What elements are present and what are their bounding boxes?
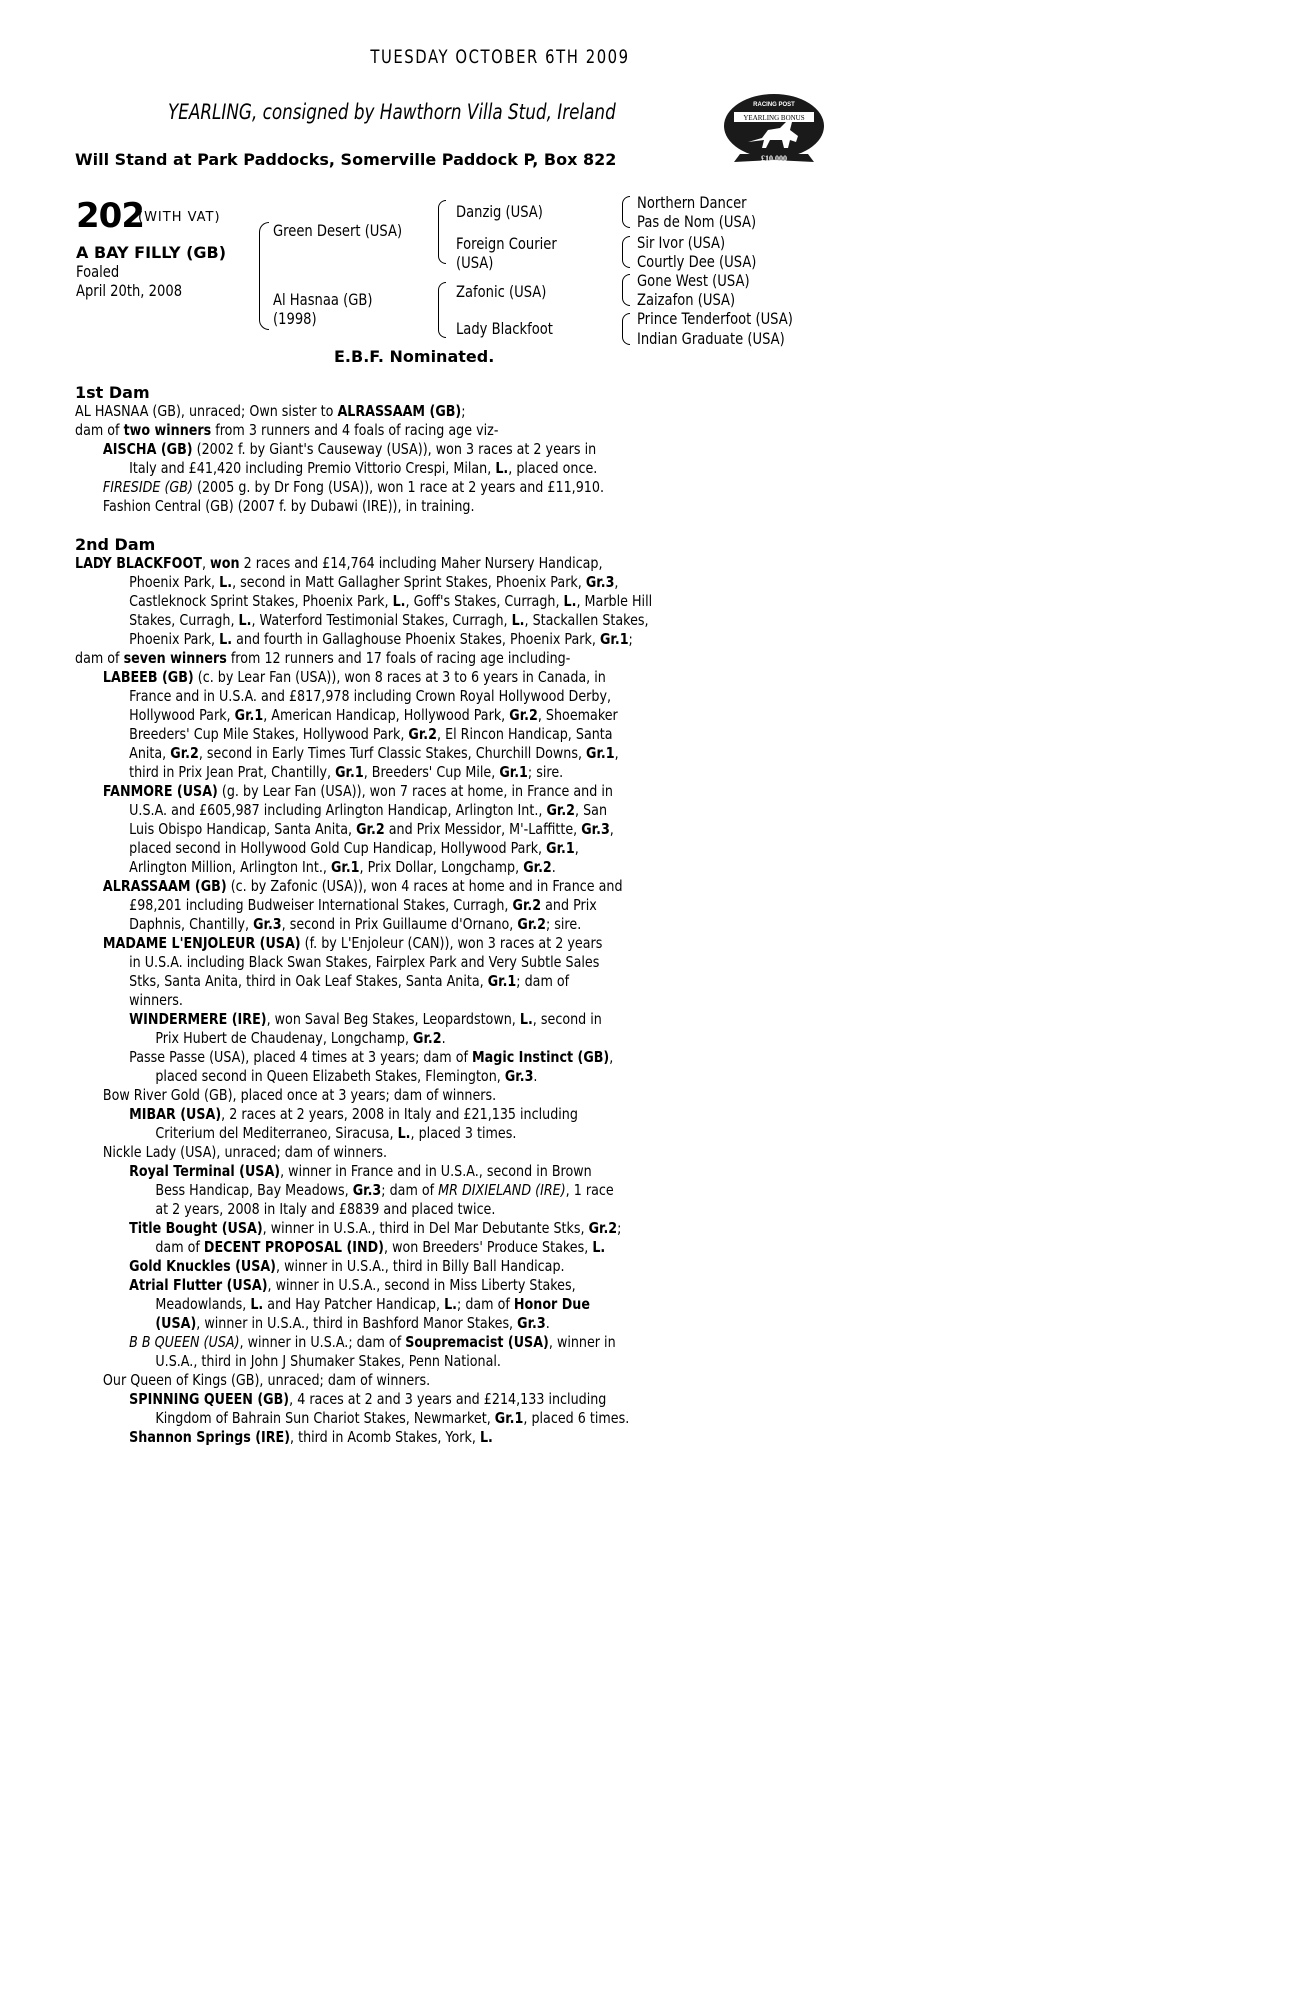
progeny-entry: Title Bought (USA), winner in U.S.A., third in Del Mar Debutante Stks, Gr.2; bbox=[129, 1219, 622, 1237]
pedigree-sire-sire: Danzig (USA) bbox=[456, 202, 543, 221]
badge-top-text: RACING POST bbox=[753, 102, 795, 108]
pedigree-brace-sd bbox=[622, 236, 630, 268]
progeny-entry: B B QUEEN (USA), winner in U.S.A.; dam of Soupremacist (USA), winner in bbox=[129, 1333, 616, 1351]
pedigree-dds: Prince Tenderfoot (USA) bbox=[637, 309, 793, 328]
ebf-nominated: E.B.F. Nominated. bbox=[334, 347, 495, 366]
pedigree-ddd: Indian Graduate (USA) bbox=[637, 329, 785, 348]
second-dam-line: Castleknock Sprint Stakes, Phoenix Park, L., Goff's Stakes, Curragh, L., Marble Hill bbox=[129, 592, 653, 610]
pedigree-brace-sire bbox=[438, 200, 446, 264]
progeny-entry: France and in U.S.A. and £817,978 including Crown Royal Hollywood Derby, bbox=[129, 687, 612, 705]
yearling-bonus-badge bbox=[718, 90, 830, 168]
progeny-entry: placed second in Queen Elizabeth Stakes, Flemington, Gr.3. bbox=[155, 1067, 538, 1085]
progeny-entry: U.S.A., third in John J Shumaker Stakes, Penn National. bbox=[155, 1352, 501, 1370]
progeny-entry: Hollywood Park, Gr.1, American Handicap, Hollywood Park, Gr.2, Shoemaker bbox=[129, 706, 618, 724]
pedigree-sds: Sir Ivor (USA) bbox=[637, 233, 726, 252]
pedigree-dam-sire: Zafonic (USA) bbox=[456, 282, 547, 301]
first-dam-line: AL HASNAA (GB), unraced; Own sister to ALRASSAAM (GB); bbox=[75, 402, 466, 420]
progeny-entry: winners. bbox=[129, 991, 183, 1009]
first-dam-heading: 1st Dam bbox=[75, 383, 150, 402]
progeny-entry: Kingdom of Bahrain Sun Chariot Stakes, Newmarket, Gr.1, placed 6 times. bbox=[155, 1409, 630, 1427]
progeny-entry: Breeders' Cup Mile Stakes, Hollywood Park, Gr.2, El Rincon Handicap, Santa bbox=[129, 725, 613, 743]
second-dam-line: LADY BLACKFOOT, won 2 races and £14,764 including Maher Nursery Handicap, bbox=[75, 554, 603, 572]
pedigree-dss: Gone West (USA) bbox=[637, 271, 750, 290]
consignment-line: YEARLING, consigned by Hawthorn Villa Stud, Ireland bbox=[168, 100, 616, 124]
progeny-entry: Our Queen of Kings (GB), unraced; dam of winners. bbox=[102, 1371, 431, 1389]
first-dam-line: dam of two winners from 3 runners and 4 foals of racing age viz- bbox=[75, 421, 499, 439]
foaled-date: April 20th, 2008 bbox=[76, 281, 183, 300]
progeny-entry: £98,201 including Budweiser International Stakes, Curragh, Gr.2 and Prix bbox=[129, 896, 597, 914]
progeny-entry: Prix Hubert de Chaudenay, Longchamp, Gr.2. bbox=[155, 1029, 446, 1047]
pedigree-dam-year: (1998) bbox=[273, 309, 317, 328]
progeny-entry: Bow River Gold (GB), placed once at 3 years; dam of winners. bbox=[102, 1086, 497, 1104]
horse-name: A BAY FILLY (GB) bbox=[76, 243, 227, 262]
progeny-entry: in U.S.A. including Black Swan Stakes, Fairplex Park and Very Subtle Sales bbox=[129, 953, 600, 971]
progeny-entry: Atrial Flutter (USA), winner in U.S.A., second in Miss Liberty Stakes, bbox=[129, 1276, 576, 1294]
second-dam-line: Phoenix Park, L., second in Matt Gallagher Sprint Stakes, Phoenix Park, Gr.3, bbox=[129, 573, 619, 591]
lot-number: 202 bbox=[76, 196, 144, 236]
pedigree-sire: Green Desert (USA) bbox=[273, 221, 403, 240]
progeny-entry: Arlington Million, Arlington Int., Gr.1, Prix Dollar, Longchamp, Gr.2. bbox=[129, 858, 556, 876]
pedigree-dam: Al Hasnaa (GB) bbox=[273, 290, 373, 309]
pedigree-brace-dd bbox=[622, 313, 630, 345]
progeny-entry: Criterium del Mediterraneo, Siracusa, L., placed 3 times. bbox=[155, 1124, 517, 1142]
progeny-entry: Gold Knuckles (USA), winner in U.S.A., third in Billy Ball Handicap. bbox=[129, 1257, 565, 1275]
pedigree-ssd: Pas de Nom (USA) bbox=[637, 212, 757, 231]
progeny-entry: at 2 years, 2008 in Italy and £8839 and placed twice. bbox=[155, 1200, 496, 1218]
second-dam-heading: 2nd Dam bbox=[75, 535, 156, 554]
progeny-entry: FANMORE (USA) (g. by Lear Fan (USA)), won 7 races at home, in France and in bbox=[102, 782, 613, 800]
progeny-entry: Meadowlands, L. and Hay Patcher Handicap, L.; dam of Honor Due bbox=[155, 1295, 590, 1313]
progeny-entry: AISCHA (GB) (2002 f. by Giant's Causeway (USA)), won 3 races at 2 years in bbox=[102, 440, 597, 458]
progeny-entry: SPINNING QUEEN (GB), 4 races at 2 and 3 years and £214,133 including bbox=[129, 1390, 607, 1408]
second-dam-line: Stakes, Curragh, L., Waterford Testimonial Stakes, Curragh, L., Stackallen Stakes, bbox=[129, 611, 649, 629]
foaled-label: Foaled bbox=[76, 262, 120, 281]
pedigree-dsd: Zaizafon (USA) bbox=[637, 290, 736, 309]
pedigree-sss: Northern Dancer bbox=[637, 193, 747, 212]
badge-amount-text: £10,000 bbox=[761, 154, 787, 163]
pedigree-brace-ss bbox=[622, 196, 630, 228]
progeny-entry: ALRASSAAM (GB) (c. by Zafonic (USA)), won 4 races at home and in France and bbox=[102, 877, 623, 895]
progeny-entry: Fashion Central (GB) (2007 f. by Dubawi (IRE)), in training. bbox=[102, 497, 475, 515]
progeny-entry: WINDERMERE (IRE), won Saval Beg Stakes, Leopardstown, L., second in bbox=[129, 1010, 602, 1028]
horse-icon bbox=[718, 90, 830, 168]
progeny-entry: Daphnis, Chantilly, Gr.3, second in Prix Guillaume d'Ornano, Gr.2; sire. bbox=[129, 915, 582, 933]
progeny-entry: Italy and £41,420 including Premio Vittorio Crespi, Milan, L., placed once. bbox=[129, 459, 598, 477]
pedigree-brace-dam bbox=[438, 282, 446, 338]
produce-record bbox=[75, 383, 755, 1447]
progeny-entry: Bess Handicap, Bay Meadows, Gr.3; dam of MR DIXIELAND (IRE), 1 race bbox=[155, 1181, 614, 1199]
progeny-entry: Passe Passe (USA), placed 4 times at 3 years; dam of Magic Instinct (GB), bbox=[129, 1048, 614, 1066]
second-dam-line: dam of seven winners from 12 runners and 17 foals of racing age including- bbox=[75, 649, 571, 667]
progeny-entry: Anita, Gr.2, second in Early Times Turf Classic Stakes, Churchill Downs, Gr.1, bbox=[129, 744, 619, 762]
progeny-entry: placed second in Hollywood Gold Cup Handicap, Hollywood Park, Gr.1, bbox=[129, 839, 579, 857]
pedigree-sdd: Courtly Dee (USA) bbox=[637, 252, 757, 271]
progeny-entry: FIRESIDE (GB) (2005 g. by Dr Fong (USA)), won 1 race at 2 years and £11,910. bbox=[102, 478, 605, 496]
badge-middle-text: YEARLING BONUS bbox=[743, 114, 805, 122]
progeny-entry: dam of DECENT PROPOSAL (IND), won Breeders' Produce Stakes, L. bbox=[155, 1238, 606, 1256]
pedigree-brace-main bbox=[259, 222, 269, 330]
pedigree-dam-dam: Lady Blackfoot bbox=[456, 319, 553, 338]
pedigree-sire-dam-1: Foreign Courier bbox=[456, 234, 557, 253]
sale-date: TUESDAY OCTOBER 6TH 2009 bbox=[370, 46, 630, 68]
progeny-entry: Nickle Lady (USA), unraced; dam of winners. bbox=[102, 1143, 388, 1161]
progeny-entry: U.S.A. and £605,987 including Arlington Handicap, Arlington Int., Gr.2, San bbox=[129, 801, 608, 819]
progeny-entry: Royal Terminal (USA), winner in France and in U.S.A., second in Brown bbox=[129, 1162, 592, 1180]
progeny-entry: MIBAR (USA), 2 races at 2 years, 2008 in Italy and £21,135 including bbox=[129, 1105, 578, 1123]
progeny-entry: third in Prix Jean Prat, Chantilly, Gr.1, Breeders' Cup Mile, Gr.1; sire. bbox=[129, 763, 564, 781]
second-dam-line: Phoenix Park, L. and fourth in Gallaghouse Phoenix Stakes, Phoenix Park, Gr.1; bbox=[129, 630, 633, 648]
pedigree-sire-dam-2: (USA) bbox=[456, 253, 494, 272]
progeny-entry: Luis Obispo Handicap, Santa Anita, Gr.2 and Prix Messidor, M'-Laffitte, Gr.3, bbox=[129, 820, 614, 838]
progeny-entry: (USA), winner in U.S.A., third in Bashford Manor Stakes, Gr.3. bbox=[155, 1314, 550, 1332]
lot-vat: (WITH VAT) bbox=[138, 210, 221, 225]
progeny-entry: Shannon Springs (IRE), third in Acomb Stakes, York, L. bbox=[129, 1428, 493, 1446]
stand-location: Will Stand at Park Paddocks, Somerville Paddock P, Box 822 bbox=[75, 150, 617, 169]
progeny-entry: Stks, Santa Anita, third in Oak Leaf Stakes, Santa Anita, Gr.1; dam of bbox=[129, 972, 570, 990]
progeny-entry: MADAME L'ENJOLEUR (USA) (f. by L'Enjoleur (CAN)), won 3 races at 2 years bbox=[102, 934, 603, 952]
progeny-entry: LABEEB (GB) (c. by Lear Fan (USA)), won 8 races at 3 to 6 years in Canada, in bbox=[102, 668, 606, 686]
pedigree-brace-ds bbox=[622, 274, 630, 306]
